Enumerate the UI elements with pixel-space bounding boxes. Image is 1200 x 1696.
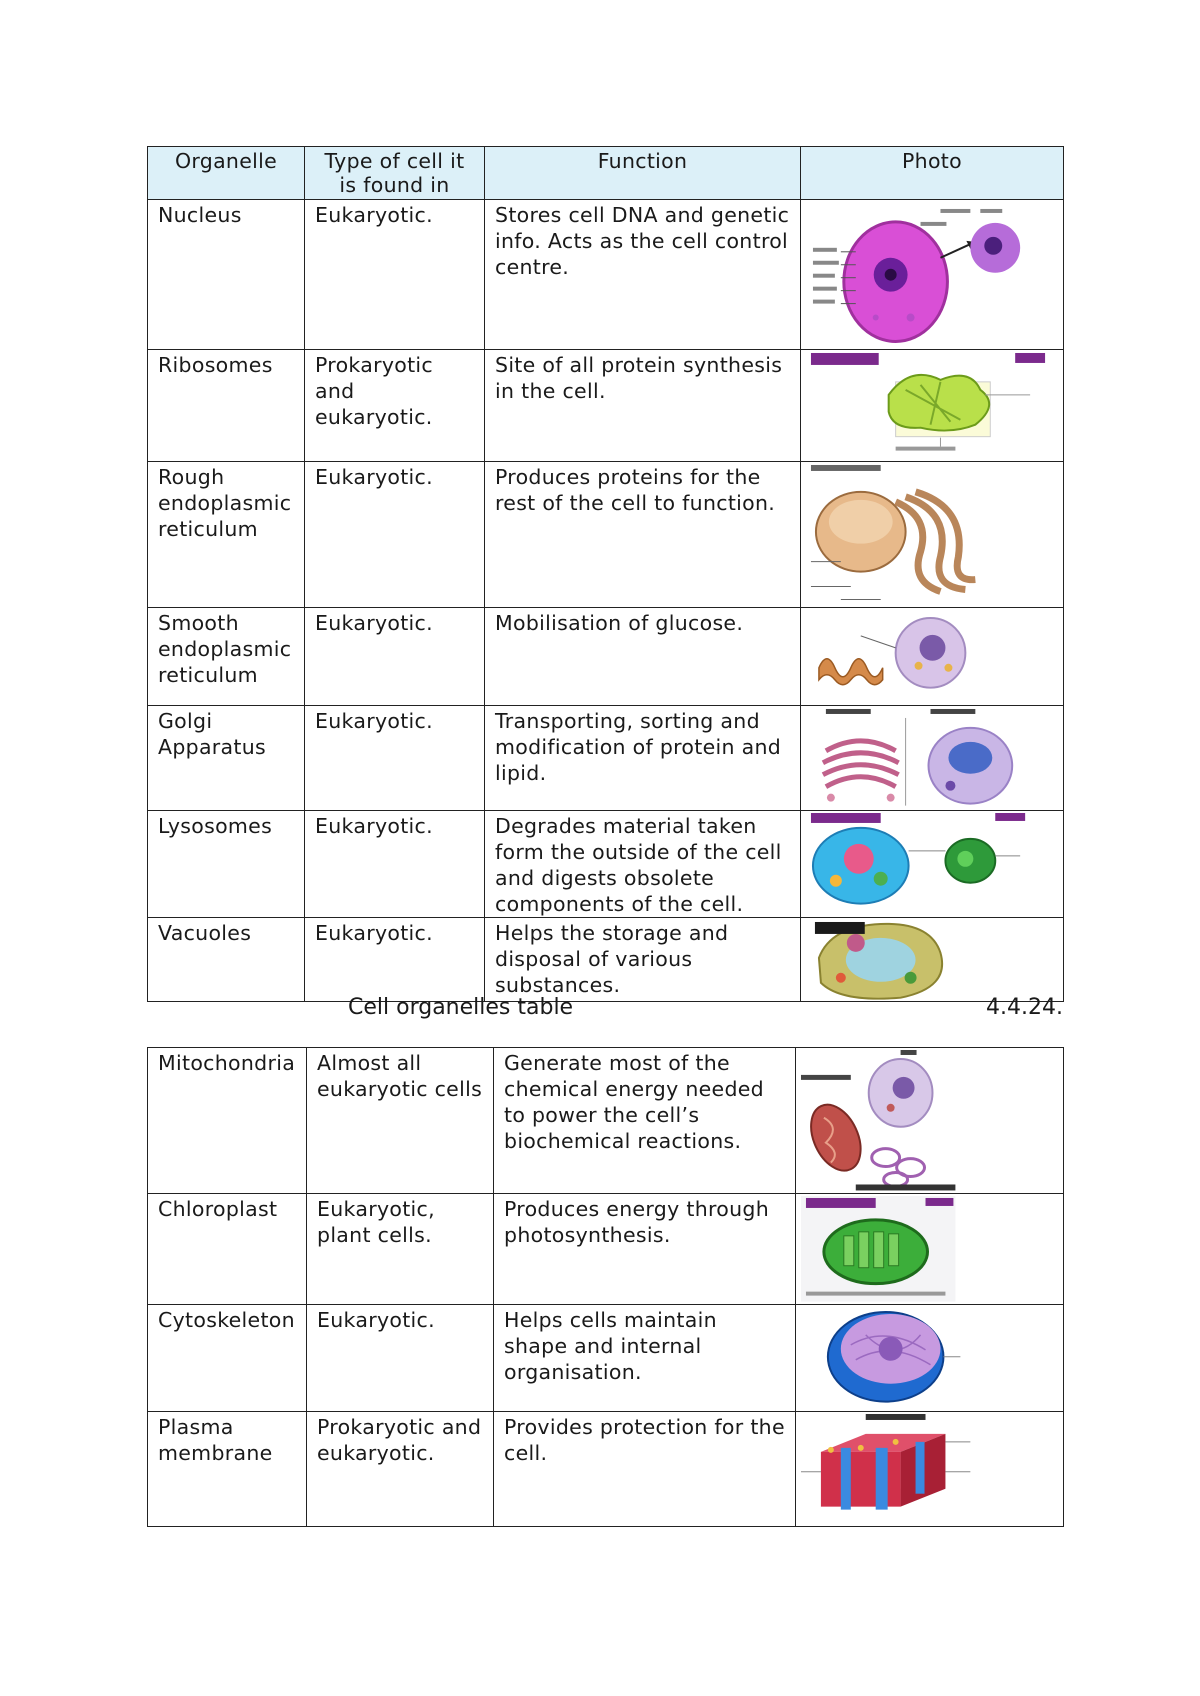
table-row xyxy=(148,200,1064,350)
organelle-name: Chloroplast xyxy=(148,1194,307,1305)
organelle-function: Stores cell DNA and genetic info. Acts as the cell control centre. xyxy=(485,200,801,350)
mitochondria-diagram-icon xyxy=(796,1048,1064,1194)
table-caption xyxy=(147,995,1063,1025)
table-row xyxy=(148,1411,1064,1527)
organelle-function: Provides protection for the cell. xyxy=(494,1411,796,1527)
golgi-diagram-icon xyxy=(801,706,1064,811)
table-row xyxy=(148,1194,1064,1305)
organelle-function: Helps the storage and disposal of various substances. xyxy=(485,917,801,1002)
table-row xyxy=(148,706,1064,811)
table-row xyxy=(148,1305,1064,1412)
organelle-name: Vacuoles xyxy=(148,917,305,1002)
cell-type: Prokaryotic and eukaryotic. xyxy=(307,1411,494,1527)
caption-date: 4.4.24. xyxy=(986,995,1063,1020)
organelle-function: Mobilisation of glucose. xyxy=(485,608,801,706)
table-row xyxy=(148,350,1064,462)
cell-type: Eukaryotic. xyxy=(307,1305,494,1412)
organelle-name: Mitochondria xyxy=(148,1048,307,1194)
ribosome-diagram-icon xyxy=(801,350,1064,462)
cell-type: Eukaryotic, plant cells. xyxy=(307,1194,494,1305)
organelle-name: Rough endoplasmic reticulum xyxy=(148,461,305,607)
table-row xyxy=(148,810,1064,917)
cell-type: Prokaryotic and eukaryotic. xyxy=(305,350,485,462)
organelle-function: Generate most of the chemical energy needed to power the cell’s biochemical reactions. xyxy=(494,1048,796,1194)
cell-type: Eukaryotic. xyxy=(305,461,485,607)
organelle-function: Helps cells maintain shape and internal organisation. xyxy=(494,1305,796,1412)
organelle-name: Lysosomes xyxy=(148,810,305,917)
cell-type: Eukaryotic. xyxy=(305,706,485,811)
table-row xyxy=(148,917,1064,1002)
chloroplast-diagram-icon xyxy=(796,1194,1064,1305)
vacuole-diagram-icon xyxy=(801,917,1064,1002)
cell-type: Eukaryotic. xyxy=(305,917,485,1002)
organelle-name: Smooth endoplasmic reticulum xyxy=(148,608,305,706)
cell-type: Eukaryotic. xyxy=(305,608,485,706)
cell-type: Eukaryotic. xyxy=(305,200,485,350)
organelle-function: Site of all protein synthesis in the cell. xyxy=(485,350,801,462)
organelle-function: Transporting, sorting and modification of protein and lipid. xyxy=(485,706,801,811)
organelles-table-2 xyxy=(147,1047,1064,1527)
caption-title: Cell organelles table xyxy=(348,995,574,1020)
header-organelle: Organelle xyxy=(148,147,305,200)
nucleus-diagram-icon xyxy=(801,200,1064,350)
organelle-function: Produces energy through photosynthesis. xyxy=(494,1194,796,1305)
header-function: Function xyxy=(485,147,801,200)
organelle-name: Cytoskeleton xyxy=(148,1305,307,1412)
cell-type: Eukaryotic. xyxy=(305,810,485,917)
table-row xyxy=(148,1048,1064,1194)
table-row xyxy=(148,608,1064,706)
organelle-name: Plasma membrane xyxy=(148,1411,307,1527)
organelle-name: Nucleus xyxy=(148,200,305,350)
organelle-name: Ribosomes xyxy=(148,350,305,462)
organelles-table-1 xyxy=(147,146,1064,1002)
organelle-function: Degrades material taken form the outside of the cell and digests obsolete components of the cell. xyxy=(485,810,801,917)
plasma-membrane-diagram-icon xyxy=(796,1411,1064,1527)
cell-type: Almost all eukaryotic cells xyxy=(307,1048,494,1194)
header-cell-type: Type of cell it is found in xyxy=(305,147,485,200)
header-photo: Photo xyxy=(801,147,1064,200)
smooth-er-diagram-icon xyxy=(801,608,1064,706)
cytoskeleton-diagram-icon xyxy=(796,1305,1064,1412)
rough-er-diagram-icon xyxy=(801,461,1064,607)
table-row xyxy=(148,461,1064,607)
organelle-name: Golgi Apparatus xyxy=(148,706,305,811)
table-header-row xyxy=(148,147,1064,200)
organelle-function: Produces proteins for the rest of the cell to function. xyxy=(485,461,801,607)
lysosome-diagram-icon xyxy=(801,810,1064,917)
